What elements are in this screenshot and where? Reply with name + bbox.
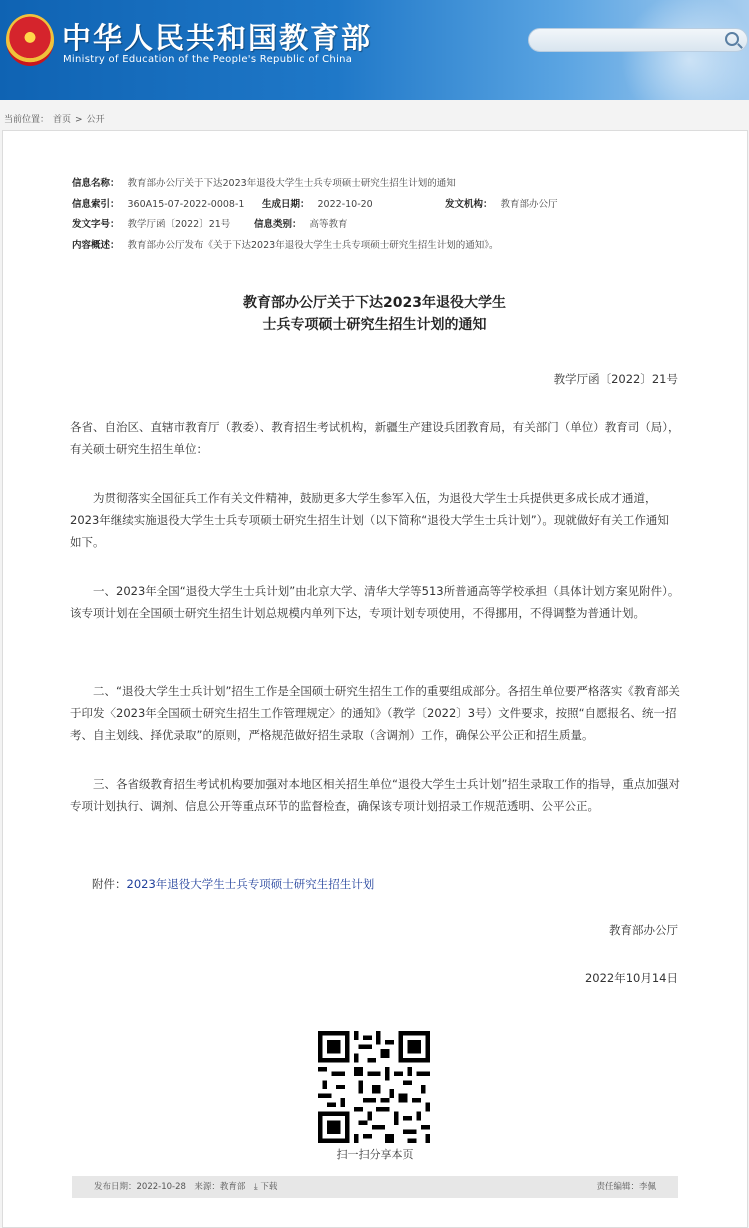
meta-name-value: 教育部办公厅关于下达2023年退役大学生士兵专项硕士研究生招生计划的通知 <box>127 178 456 189</box>
attachment-link[interactable]: 2023年退役大学生士兵专项硕士研究生招生计划 <box>126 877 375 891</box>
paragraph-2: 一、2023年全国“退役大学生士兵计划”由北京大学、清华大学等513所普通高等学校承担（具体计划方案见附件）。该专项计划在全国硕士研究生招生计划总规模内单列下达，专项计划专项使用，不得挪用，不得调整为普通计划。 <box>70 584 680 620</box>
search-input[interactable] <box>528 28 748 52</box>
qr-code-icon <box>318 1031 430 1143</box>
meta-org-key: 发文机构： <box>445 198 493 210</box>
qr-share-label: 扫一扫分享本页 <box>336 1148 414 1161</box>
breadcrumb-current[interactable]: 公开 <box>86 115 105 125</box>
site-subtitle: Ministry of Education of the People's Republic of China <box>63 54 353 65</box>
meta-org-value: 教育部办公厅 <box>500 198 558 210</box>
document-title-line-1: 教育部办公厅关于下达2023年退役大学生 <box>243 295 506 311</box>
breadcrumb-label: 当前位置： <box>4 115 50 125</box>
meta-summary-key: 内容概述： <box>72 239 120 251</box>
document-number: 教学厅函〔2022〕21号 <box>553 372 678 386</box>
meta-date-value: 2022-10-20 <box>317 198 373 210</box>
document-title-line-2: 士兵专项硕士研究生招生计划的通知 <box>262 317 487 333</box>
breadcrumb <box>4 112 109 125</box>
meta-docno-key: 发文字号： <box>72 219 120 230</box>
meta-index-key: 信息索引： <box>72 198 120 210</box>
footer-bar <box>72 1176 678 1198</box>
site-title[interactable]: 中华人民共和国教育部 <box>62 21 373 55</box>
national-emblem-icon <box>6 14 54 66</box>
paragraph-3: 二、“退役大学生士兵计划”招生工作是全国硕士研究生招生工作的重要组成部分。各招生单位要严格落实《教育部关于印发〈2023年全国硕士研究生招生工作管理规定〉的通知》（教学〔2022〕3号）文件要求，按照“自愿报名、统一招考、自主划线、择优录取”的原则，严格规范做好招生录取（含调剂）工作，确保公平公正和招生质量。 <box>70 684 680 742</box>
footer-editor: 责任编辑：李佩 <box>596 1182 656 1192</box>
meta-name-key: 信息名称： <box>72 178 120 189</box>
footer-info[interactable]: 发布日期：2022-10-28 来源：教育部 ⤓ 下载 <box>94 1182 278 1192</box>
breadcrumb-home-link[interactable]: 首页 <box>53 115 72 125</box>
paragraph-1: 为贯彻落实全国征兵工作有关文件精神，鼓励更多大学生参军入伍，为退役大学生士兵提供更多成长成才通道，2023年继续实施退役大学生士兵专项硕士研究生招生计划（以下简称“退役大学生士兵计划”）。现就做好有关工作通知如下。 <box>70 491 669 549</box>
meta-type-key: 信息类别： <box>254 219 302 230</box>
meta-index-value: 360A15-07-2022-0008-1 <box>127 198 245 210</box>
meta-docno-value: 教学厅函〔2022〕21号 <box>127 219 231 230</box>
recipients-paragraph: 各省、自治区、直辖市教育厅（教委）、教育招生考试机构，新疆生产建设兵团教育局，有关部门（单位）教育司（局），有关硕士研究生招生单位： <box>70 420 680 456</box>
site-header <box>0 0 749 100</box>
meta-type-value: 高等教育 <box>309 219 348 230</box>
breadcrumb-separator: > <box>75 115 83 125</box>
attachment <box>92 873 702 895</box>
sign-date: 2022年10月14日 <box>584 971 678 985</box>
info-metadata <box>72 174 682 256</box>
meta-summary-value: 教育部办公厅发布《关于下达2023年退役大学生士兵专项硕士研究生招生计划的通知》。 <box>127 239 499 251</box>
document-title <box>0 292 749 336</box>
meta-date-key: 生成日期： <box>262 198 310 210</box>
paragraph-4: 三、各省级教育招生考试机构要加强对本地区相关招生单位“退役大学生士兵计划”招生录取工作的指导，重点加强对专项计划执行、调剂、信息公开等重点环节的监督检查，确保该专项计划招录工作规范透明、公平公正。 <box>70 777 680 813</box>
attachment-label: 附件： <box>92 877 127 891</box>
signer: 教育部办公厅 <box>609 923 678 937</box>
search-icon[interactable] <box>725 32 739 46</box>
